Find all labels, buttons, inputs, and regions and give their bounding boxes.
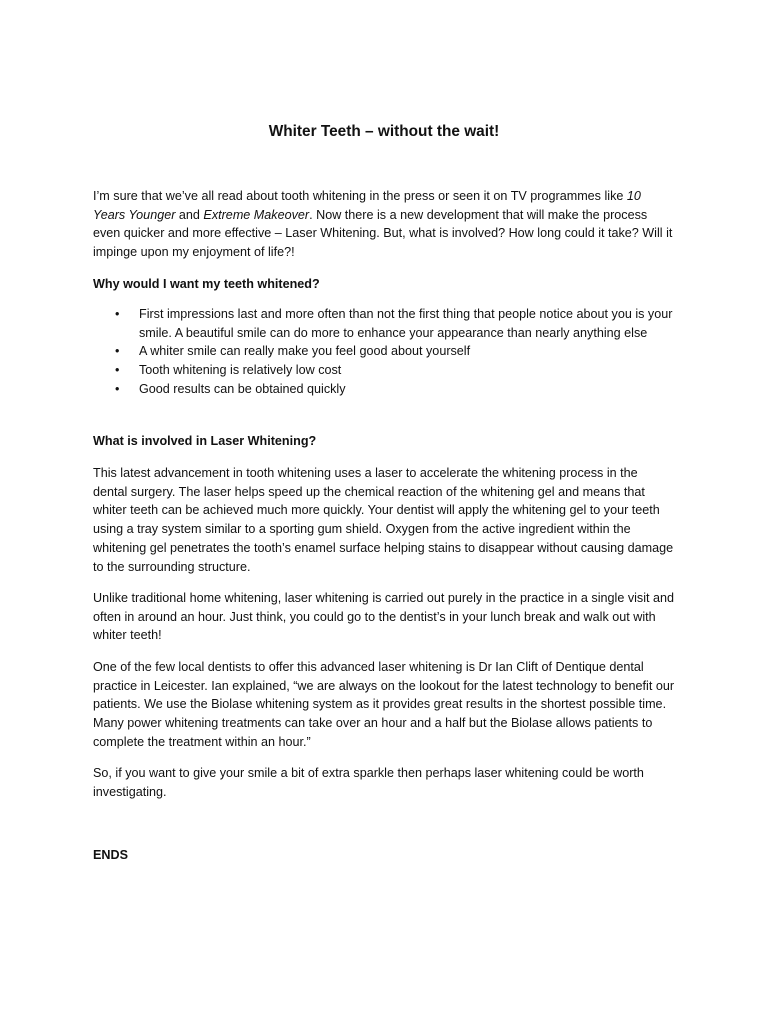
list-item — [93, 342, 675, 361]
paragraph-home-whitening: Unlike traditional home whitening, laser whitening is carried out purely in the practice in a single visit and often in around an hour. Just think, you could go to the dentist’s in your lunch break and walk out with whiter teeth! — [93, 591, 675, 643]
heading-why-whiten: Why would I want my teeth whitened? — [93, 277, 320, 291]
bullet-icon: • — [115, 307, 120, 321]
bullet-icon: • — [115, 381, 120, 396]
heading-what-involved: What is involved in Laser Whitening? — [93, 434, 317, 448]
list-item — [93, 361, 675, 380]
intro-text-3: . Now there is a new development that will make the process even quicker and more effective – Laser Whitening. But, what is involved? How long could it take? Will it impinge upon my enjoyment of life?! — [93, 207, 673, 260]
paragraph-conclusion: So, if you want to give your smile a bit of extra sparkle then perhaps laser whitening could be worth investigating. — [93, 766, 644, 799]
list-item-text: Tooth whitening is relatively low cost — [139, 363, 342, 378]
intro-paragraph — [93, 187, 675, 262]
document-title: Whiter Teeth – without the wait! — [268, 123, 500, 140]
intro-italic-1: 10 Years Younger — [93, 189, 641, 222]
paragraph-dentist-quote: One of the few local dentists to offer this advanced laser whitening is Dr Ian Clift of Dentique dental practice in Leicester. Ian explained, “we are always on the lookout for the latest technology to benefit our patients. We use the Biolase whitening system as it provides great results in the shortest possible time. Many power whitening treatments can take over an hour and a half but the Biolase allows patients to complete the treatment within an hour.” — [93, 660, 675, 749]
intro-text-2: and — [175, 207, 204, 222]
list-item — [93, 305, 675, 342]
list-item-text: Good results can be obtained quickly — [139, 381, 346, 396]
bullet-icon: • — [115, 363, 120, 378]
ends-marker: ENDS — [93, 848, 128, 862]
paragraph-advancement: This latest advancement in tooth whitening uses a laser to accelerate the whitening process in the dental surgery. The laser helps speed up the chemical reaction of the whitening gel and means that whiter teeth can be achieved much more quickly. Your dentist will apply the whitening gel to your teeth using a tray system similar to a sporting gum shield. Oxygen from the active ingredient within the whitening gel penetrates the tooth’s enamel surface helping stains to disappear without causing damage to the surrounding structure. — [93, 466, 674, 574]
intro-text-1: I’m sure that we’ve all read about tooth whitening in the press or seen it on TV programmes like — [93, 189, 627, 203]
intro-italic-2: Extreme Makeover — [203, 207, 310, 222]
reasons-list — [93, 305, 675, 399]
list-item-text: A whiter smile can really make you feel good about yourself — [139, 344, 471, 359]
list-item-text: First impressions last and more often than not the first thing that people notice about you is your smile. A beautiful smile can do more to enhance your appearance than nearly anything else — [139, 307, 673, 340]
list-item — [93, 380, 675, 399]
bullet-icon: • — [115, 344, 120, 359]
